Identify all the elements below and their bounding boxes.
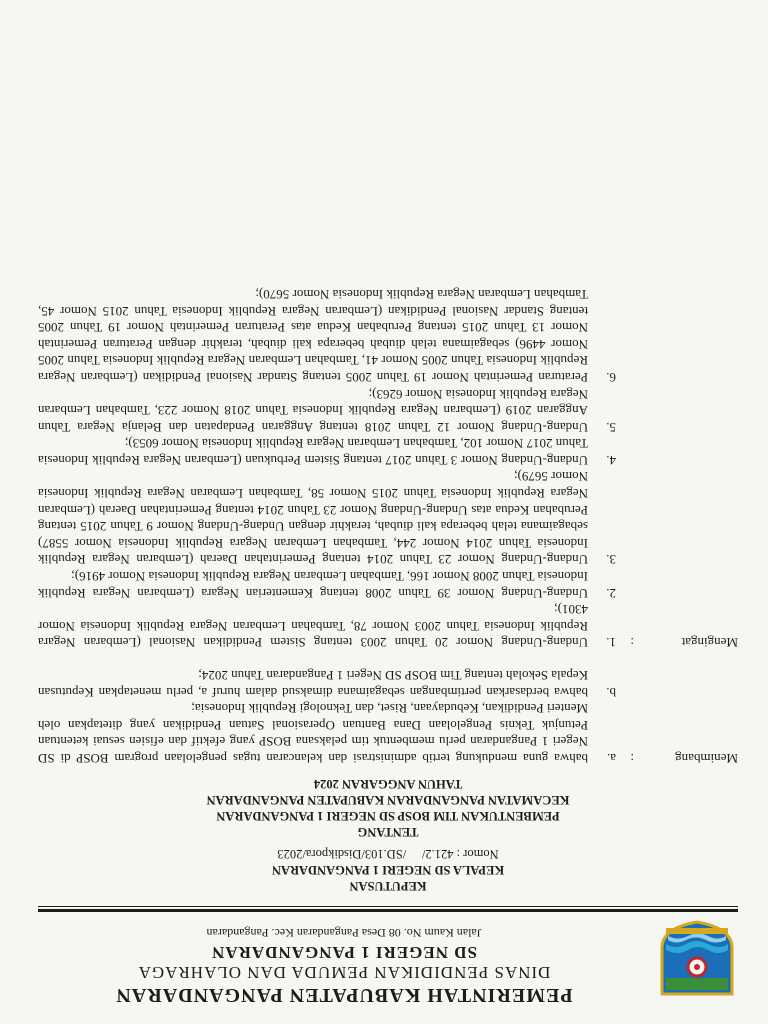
menimbang-section (38, 666, 738, 766)
document-content (38, 285, 738, 1008)
decree-about: TENTANG (357, 825, 419, 839)
pangandaran-regency-emblem-icon (656, 920, 738, 1000)
list-item (38, 700, 616, 766)
item-number: 4. (606, 452, 616, 468)
mengingat-section (38, 285, 738, 650)
item-number: a. (606, 751, 616, 766)
item-number: 5. (606, 419, 616, 435)
list-item (38, 435, 616, 468)
item-number: 1. (606, 635, 616, 651)
item-number: 3. (606, 552, 616, 568)
mengingat-list (38, 285, 616, 650)
list-item (38, 285, 616, 385)
list-item (38, 567, 616, 600)
decree-issuer: KEPALA SD NEGERI 1 PANGANDARAN (271, 863, 505, 877)
government-name: PEMERINTAH KABUPATEN PANGANDARAN (115, 984, 573, 1006)
item-text: Undang-Undang Nomor 39 Tahun 2008 tentang Kementerian Negara (Lembaran Negara Republik Indonesia Tahun 2008 Nomor 166, Tambahan Lembaran Negara Republik Indonesia Nomor 4916); (38, 569, 588, 601)
decree-heading (38, 776, 738, 894)
letterhead (38, 912, 738, 1008)
item-text: bahwa guna mendukung tertib administrasi dan kelancaran tugas pengelolaan program BOSP di SD Negeri 1 Pangandaran perlu membentuk tim pelaksana BOSP yang efektif dan efisien sesuai ketentuan Petunjuk Teknis Pengelolaan Dana Bantuan Operasional Satuan Pendidikan yang ditetapkan oleh Menteri Pendidikan, Kebudayaan, Riset, dan Teknologi Republik Indonesia; (38, 701, 588, 766)
agency-name: DINAS PENDIDIKAN PEMUDA DAN OLAHRAGA (137, 963, 551, 982)
menimbang-label: Menimbang (675, 751, 738, 766)
item-text: Undang-Undang Nomor 12 Tahun 2018 tentang Anggaran Pendapatan dan Belanja Negara Tahun Anggaran 2019 (Lembaran Negara Republik Indonesia Tahun 2018 Nomor 223, Tambahan Lembaran Negara Republik Indonesia Nomor 6263); (38, 386, 588, 435)
list-item (38, 385, 616, 435)
item-text: Peraturan Pemerintah Nomor 19 Tahun 2005 tentang Standar Nasional Pendidikan (Lembaran Negara Republik Indonesia Tahun 2005 Nomor 41, Tambahan Lembaran Negara Republik Indonesia Tahun 2005 Nomor 4496) sebagaimana telah diubah beberapa kali diubah, terakhir dengan Peraturan Pemerintah Nomor 13 Tahun 2015 tentang Perubahan Kedua atas Peraturan Pemerintah Nomor 19 Tahun 2005 tentang Standar Nasional Pendidikan (Lembaran Negara Republik Indonesia Tahun 2015 Nomor 45, Tambahan Lembaran Negara Republik Indonesia Nomor 5670); (38, 286, 588, 385)
item-text: Undang-Undang Nomor 20 Tahun 2003 tentang Sistem Pendidikan Nasional (Lembaran Negara Republik Indonesia Tahun 2003 Nomor 78, Tambahan Lembaran Negara Republik Indonesia Nomor 4301); (38, 602, 588, 651)
decree-subject-line-1: PEMBENTUKAN TIM BOSP SD NEGERI 1 PANGANDARAN (216, 809, 560, 823)
item-text: bahwa berdasarkan pertimbangan sebagaimana dimaksud dalam huruf a, perlu menetapkan Keputusan Kepala Sekolah tentang Tim BOSP SD Negeri 1 Pangandaran Tahun 2024; (38, 668, 588, 700)
item-number: 2. (606, 585, 616, 601)
menimbang-list (38, 666, 616, 766)
item-text: Undang-Undang Nomor 3 Tahun 2017 tentang Sistem Perbukuan (Lembaran Negara Republik Indonesia Tahun 2017 Nomor 102, Tambahan Lembaran Negara Republik Indonesia Nomor 6053); (38, 436, 588, 468)
list-item (38, 666, 616, 699)
decree-subject-line-3: TAHUN ANGGARAN 2024 (313, 777, 463, 791)
mengingat-colon: : (630, 635, 634, 651)
school-name: SD NEGERI 1 PANGANDARAN (211, 943, 477, 962)
letterhead-text (42, 925, 646, 1006)
decree-type: KEPUTUSAN (349, 879, 427, 893)
school-address: Jalan Kaum No. 08 Desa Pangandaran Kec. Pangandaran (206, 926, 482, 940)
item-text: Undang-Undang Nomor 23 Tahun 2014 tentang Pemerintahan Daerah (Lembaran Negara Republik Indonesia Tahun 2014 Nomor 244, Tambahan Lembaran Negara Republik Indonesia Nomor 5587) sebagaimana telah beberapa kali diubah, terakhir dengan Undang-Undang Nomor 9 Tahun 2015 tentang Perubahan Kedua atas Undang-Undang Nomor 23 Tahun 2014 tentang Pemerintahan Daerah (Lembaran Negara Republik Indonesia Tahun 2015 Nomor 58, Tambahan Lembaran Negara Republik Indonesia Nomor 5679); (38, 469, 588, 568)
decree-subject-line-2: KECAMATAN PANGANDARAN KABUPATEN PANGANDARAN (206, 793, 570, 807)
item-number: b. (606, 684, 616, 700)
list-item (38, 601, 616, 651)
menimbang-colon: : (630, 751, 634, 766)
list-item (38, 468, 616, 568)
decree-number: Nomor : 421.2/ /SD.103/Disdikpora/2023 (277, 847, 499, 861)
item-number: 6. (606, 369, 616, 385)
mengingat-label: Mengingat (681, 635, 738, 651)
